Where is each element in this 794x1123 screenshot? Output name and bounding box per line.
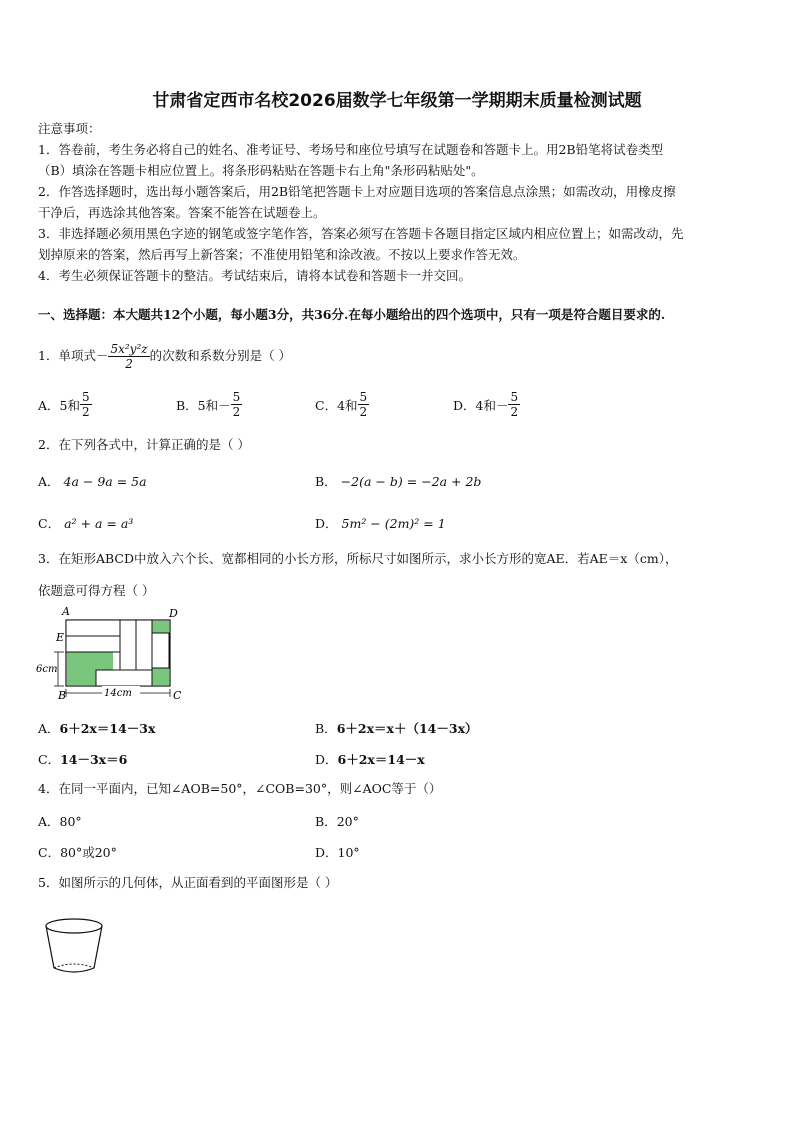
option-label: C． — [38, 845, 61, 860]
frac-den: 2 — [81, 405, 90, 419]
option-expr: 5m² − (2m)² = 1 — [341, 516, 446, 531]
option-label: A． — [38, 721, 60, 736]
option-fraction — [80, 390, 92, 419]
cup-top-rim — [46, 919, 102, 933]
option-fraction — [508, 390, 520, 419]
q4-option-b[interactable] — [315, 812, 359, 830]
small-rect-4 — [136, 620, 152, 674]
option-label: C．4和 — [315, 397, 358, 413]
note-line: 4．考生必须保证答题卡的整洁。考试结束后，请将本试卷和答题卡一并交回。 — [38, 268, 471, 283]
label-a: A — [62, 605, 70, 618]
q1-suffix: 的次数和系数分别是（ ） — [149, 348, 292, 363]
q4-option-a[interactable] — [38, 812, 82, 830]
option-expr: 80°或20° — [60, 845, 117, 860]
label-b: B — [58, 689, 67, 702]
label-height: 6cm — [36, 664, 58, 675]
cup-left-side — [46, 926, 54, 968]
option-label: D． — [315, 752, 338, 767]
option-label: A． — [38, 474, 60, 489]
label-width: 14cm — [104, 688, 132, 699]
q3-option-b[interactable] — [315, 719, 478, 737]
option-label: B． — [315, 814, 337, 829]
option-label: D． — [315, 845, 338, 860]
question-3-line1: 3．在矩形ABCD中放入六个长、宽都相同的小长方形，所标尺寸如图所示，求小长方形的宽AE．若AE＝x（cm）， — [38, 551, 678, 566]
cup-bottom-front — [54, 968, 94, 972]
q2-option-c[interactable] — [38, 514, 133, 532]
small-rect-6 — [96, 670, 152, 686]
small-rect-3 — [120, 620, 136, 674]
note-line: 3．非选择题必须用黑色字迹的钢笔或签字笔作答，答案必须写在答题卡各题目指定区域内相应位置上；如需改动，先 — [38, 226, 684, 241]
option-expr: 20° — [336, 814, 359, 829]
option-label: C． — [38, 752, 61, 767]
q4-option-c[interactable] — [38, 843, 117, 861]
option-expr: a² + a = a³ — [64, 516, 134, 531]
frac-num: 5 — [232, 390, 241, 404]
option-fraction — [358, 390, 370, 419]
option-label: A． — [38, 814, 60, 829]
q1-option-c[interactable] — [315, 390, 369, 419]
label-d: D — [169, 607, 178, 620]
option-expr: 14－3x＝6 — [60, 752, 128, 767]
note-line: 1．答卷前，考生务必将自己的姓名、准考证号、考场号和座位号填写在试题卷和答题卡上。用2B铅笔将试卷类型 — [38, 142, 664, 157]
question-4: 4．在同一平面内，已知∠AOB=50°，∠COB=30°，则∠AOC等于（） — [38, 781, 442, 796]
q1-option-d[interactable] — [453, 390, 520, 419]
notes-block — [38, 120, 683, 285]
frac-num: 5 — [81, 390, 90, 404]
option-label: D． — [315, 516, 338, 531]
question-3-line2: 依题意可得方程（ ） — [38, 583, 155, 598]
cup-right-side — [94, 926, 102, 968]
q1-option-b[interactable] — [176, 390, 242, 419]
q1-frac-num: 5x²y²z — [110, 341, 148, 356]
option-label: A．5和 — [38, 397, 80, 413]
option-fraction — [231, 390, 243, 419]
q1-option-a[interactable] — [38, 390, 92, 419]
note-line: （B）填涂在答题卡相应位置上。将条形码粘贴在答题卡右上角"条形码粘贴处"。 — [38, 163, 484, 178]
note-line: 2．作答选择题时，选出每小题答案后，用2B铅笔把答题卡上对应题目选项的答案信息点涂黑；如需改动，用橡皮擦 — [38, 184, 676, 199]
question-1 — [38, 336, 291, 376]
question-2: 2．在下列各式中，计算正确的是（ ） — [38, 437, 250, 452]
q1-frac-den: 2 — [125, 356, 133, 371]
note-line: 干净后，再选涂其他答案。答案不能答在试题卷上。 — [38, 205, 326, 220]
q2-option-d[interactable] — [315, 514, 446, 532]
q5-cup-figure — [40, 912, 110, 978]
frac-num: 5 — [359, 390, 368, 404]
small-rect-1 — [66, 620, 120, 636]
q1-prefix: 1．单项式－ — [38, 348, 109, 363]
option-expr: 6＋2x＝14－x — [337, 752, 425, 767]
cup-bottom-back — [54, 964, 94, 968]
option-expr: 4a − 9a = 5a — [63, 474, 147, 489]
question-5: 5．如图所示的几何体，从正面看到的平面图形是（ ） — [38, 875, 338, 890]
green-region-top-right — [152, 621, 169, 633]
label-c: C — [173, 689, 182, 702]
note-line: 划掉原来的答案，然后再写上新答案；不准使用铅笔和涂改液。不按以上要求作答无效。 — [38, 247, 526, 262]
q2-option-a[interactable] — [38, 472, 147, 490]
option-label: C． — [38, 516, 61, 531]
option-expr: 80° — [59, 814, 82, 829]
q3-option-d[interactable] — [315, 750, 425, 768]
frac-num: 5 — [510, 390, 519, 404]
green-region-bottom-right — [152, 668, 169, 685]
frac-den: 2 — [359, 405, 368, 419]
section-heading: 一、选择题：本大题共12个小题，每小题3分，共36分.在每小题给出的四个选项中，只有一项是符合题目要求的. — [38, 307, 666, 322]
q2-option-b[interactable] — [315, 472, 481, 490]
frac-den: 2 — [510, 405, 519, 419]
q4-option-d[interactable] — [315, 843, 360, 861]
q3-option-a[interactable] — [38, 719, 155, 737]
notes-heading: 注意事项： — [38, 121, 101, 136]
q1-fraction — [108, 342, 149, 371]
option-expr: 6＋2x＝x＋（14－3x） — [336, 721, 478, 736]
small-rect-2 — [66, 636, 120, 652]
q3-option-c[interactable] — [38, 750, 127, 768]
option-label: B． — [315, 474, 337, 489]
small-rect-5 — [152, 633, 169, 668]
q3-rectangle-figure — [34, 604, 186, 704]
page-title: 甘肃省定西市名校2026届数学七年级第一学期期末质量检测试题 — [152, 91, 642, 111]
option-expr: −2(a − b) = −2a + 2b — [340, 474, 482, 489]
option-label: D．4和－ — [453, 397, 509, 413]
option-expr: 6＋2x＝14－3x — [59, 721, 156, 736]
label-e: E — [56, 631, 65, 644]
option-expr: 10° — [337, 845, 360, 860]
option-label: B．5和－ — [176, 397, 231, 413]
option-label: B． — [315, 721, 337, 736]
frac-den: 2 — [232, 405, 241, 419]
